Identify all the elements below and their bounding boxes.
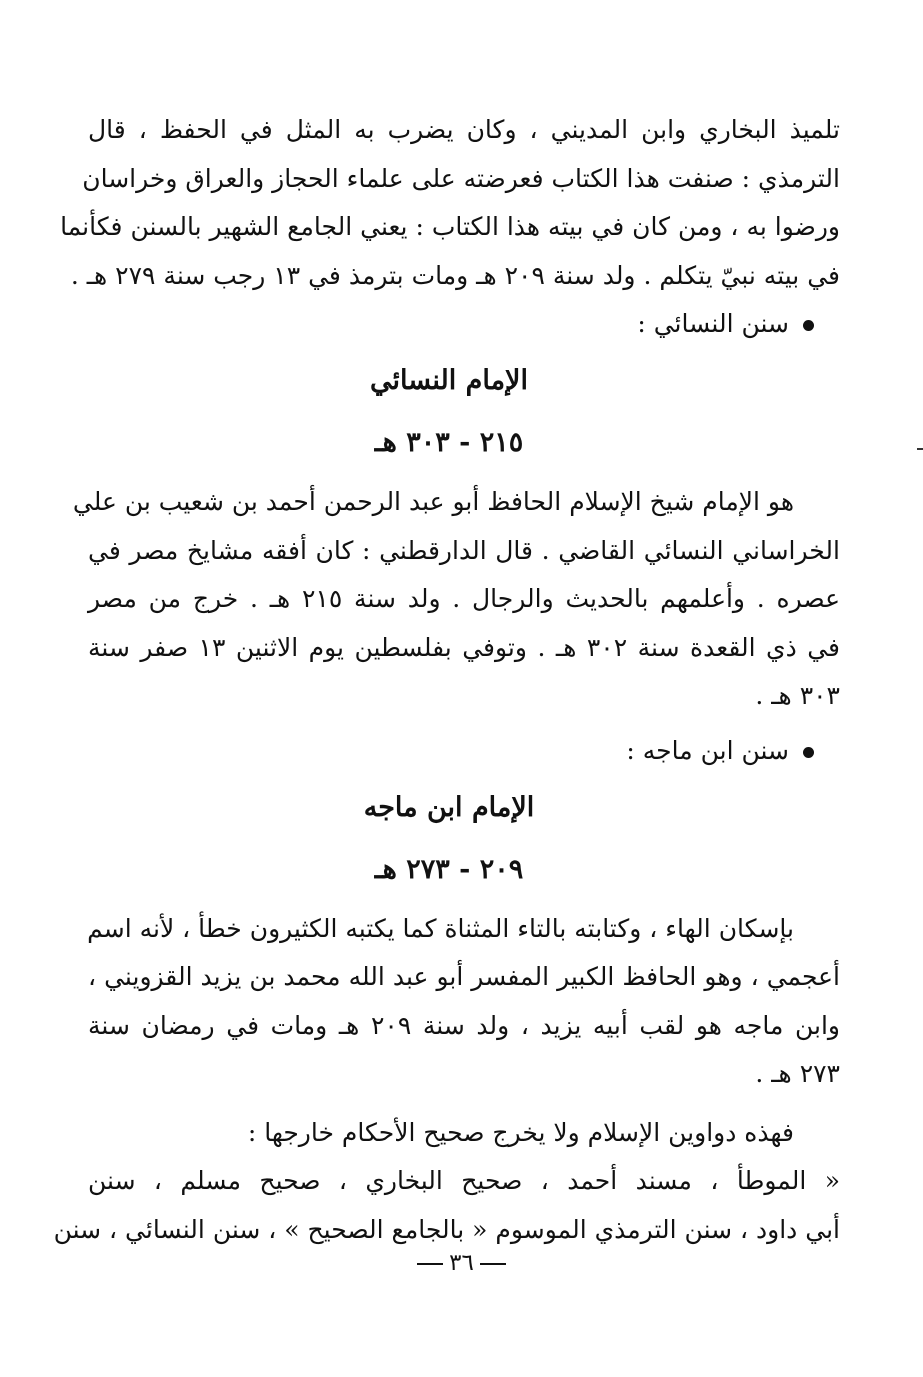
text-line: في بيته نبيّ يتكلم . ولد سنة ٢٠٩ هـ ومات بترمذ في ١٣ رجب سنة ٢٧٩ هـ .	[70, 260, 840, 290]
ibn-majah-paragraph	[88, 905, 840, 1099]
text-line: عصره . وأعلمهم بالحديث والرجال . ولد سنة ٢١٥ هـ . خرج من مصر	[88, 584, 840, 613]
page-number	[0, 1250, 923, 1276]
bullet-icon	[803, 747, 814, 758]
bullet-label: سنن ابن ماجه :	[626, 735, 789, 765]
text-line: أعجمي ، وهو الحافظ الكبير المفسر أبو عبد الله محمد بن يزيد القزويني ،	[88, 962, 840, 991]
ibn-majah-years: ٢٠٩ - ٢٧٣ هـ	[374, 853, 524, 885]
text-line: أبي داود ، سنن الترمذي الموسوم « بالجامع الصحيح » ، سنن النسائي ، سنن	[53, 1214, 840, 1244]
text-line: بإسكان الهاء ، وكتابته بالتاء المثناة كما يكتبه الكثيرون خطأ ، لأنه اسم	[87, 913, 794, 943]
text-line: هو الإمام شيخ الإسلام الحافظ أبو عبد الرحمن أحمد بن شعيب بن علي	[72, 487, 794, 516]
text-line: ٣٠٣ هـ .	[755, 681, 840, 710]
text-line: ٢٧٣ هـ .	[755, 1059, 840, 1088]
nasai-paragraph	[72, 478, 840, 721]
text-line: الترمذي : صنفت هذا الكتاب فعرضته على علماء الحجاز والعراق وخراسان	[82, 163, 840, 193]
margin-mark	[917, 448, 923, 454]
dash-decoration	[480, 1263, 506, 1265]
text-line: تلميذ البخاري وابن المديني ، وكان يضرب به المثل في الحفظ ، قال	[88, 115, 840, 144]
text-line: ورضوا به ، ومن كان في بيته هذا الكتاب : يعني الجامع الشهير بالسنن فكأنما	[60, 212, 840, 241]
closing-paragraph	[53, 1109, 840, 1255]
ibn-majah-heading: الإمام ابن ماجه	[363, 791, 535, 823]
intro-paragraph	[60, 106, 840, 300]
bullet-label: سنن النسائي :	[637, 309, 789, 338]
text-line: في ذي القعدة سنة ٣٠٢ هـ . وتوفي بفلسطين يوم الاثنين ١٣ صفر سنة	[88, 632, 840, 662]
page-number-value: ٣٦	[449, 1250, 474, 1276]
bullet-icon	[803, 320, 814, 331]
text-line: فهذه دواوين الإسلام ولا يخرج صحيح الأحكام خارجها :	[247, 1117, 794, 1147]
ibn-majah-bullet	[88, 727, 840, 775]
dash-decoration	[417, 1263, 443, 1265]
text-line: « الموطأ ، مسند أحمد ، صحيح البخاري ، صحيح مسلم ، سنن	[88, 1166, 840, 1195]
nasai-heading: الإمام النسائي	[370, 365, 528, 396]
text-line: الخراساني النسائي القاضي . قال الدارقطني : كان أفقه مشايخ مصر في	[88, 535, 840, 565]
text-line: وابن ماجه هو لقب أبيه يزيد ، ولد سنة ٢٠٩ هـ ومات في رمضان سنة	[88, 1010, 841, 1040]
nasai-years: ٢١٥ - ٣٠٣ هـ	[374, 427, 524, 458]
nasai-bullet	[88, 300, 840, 348]
page-body	[53, 106, 841, 1254]
